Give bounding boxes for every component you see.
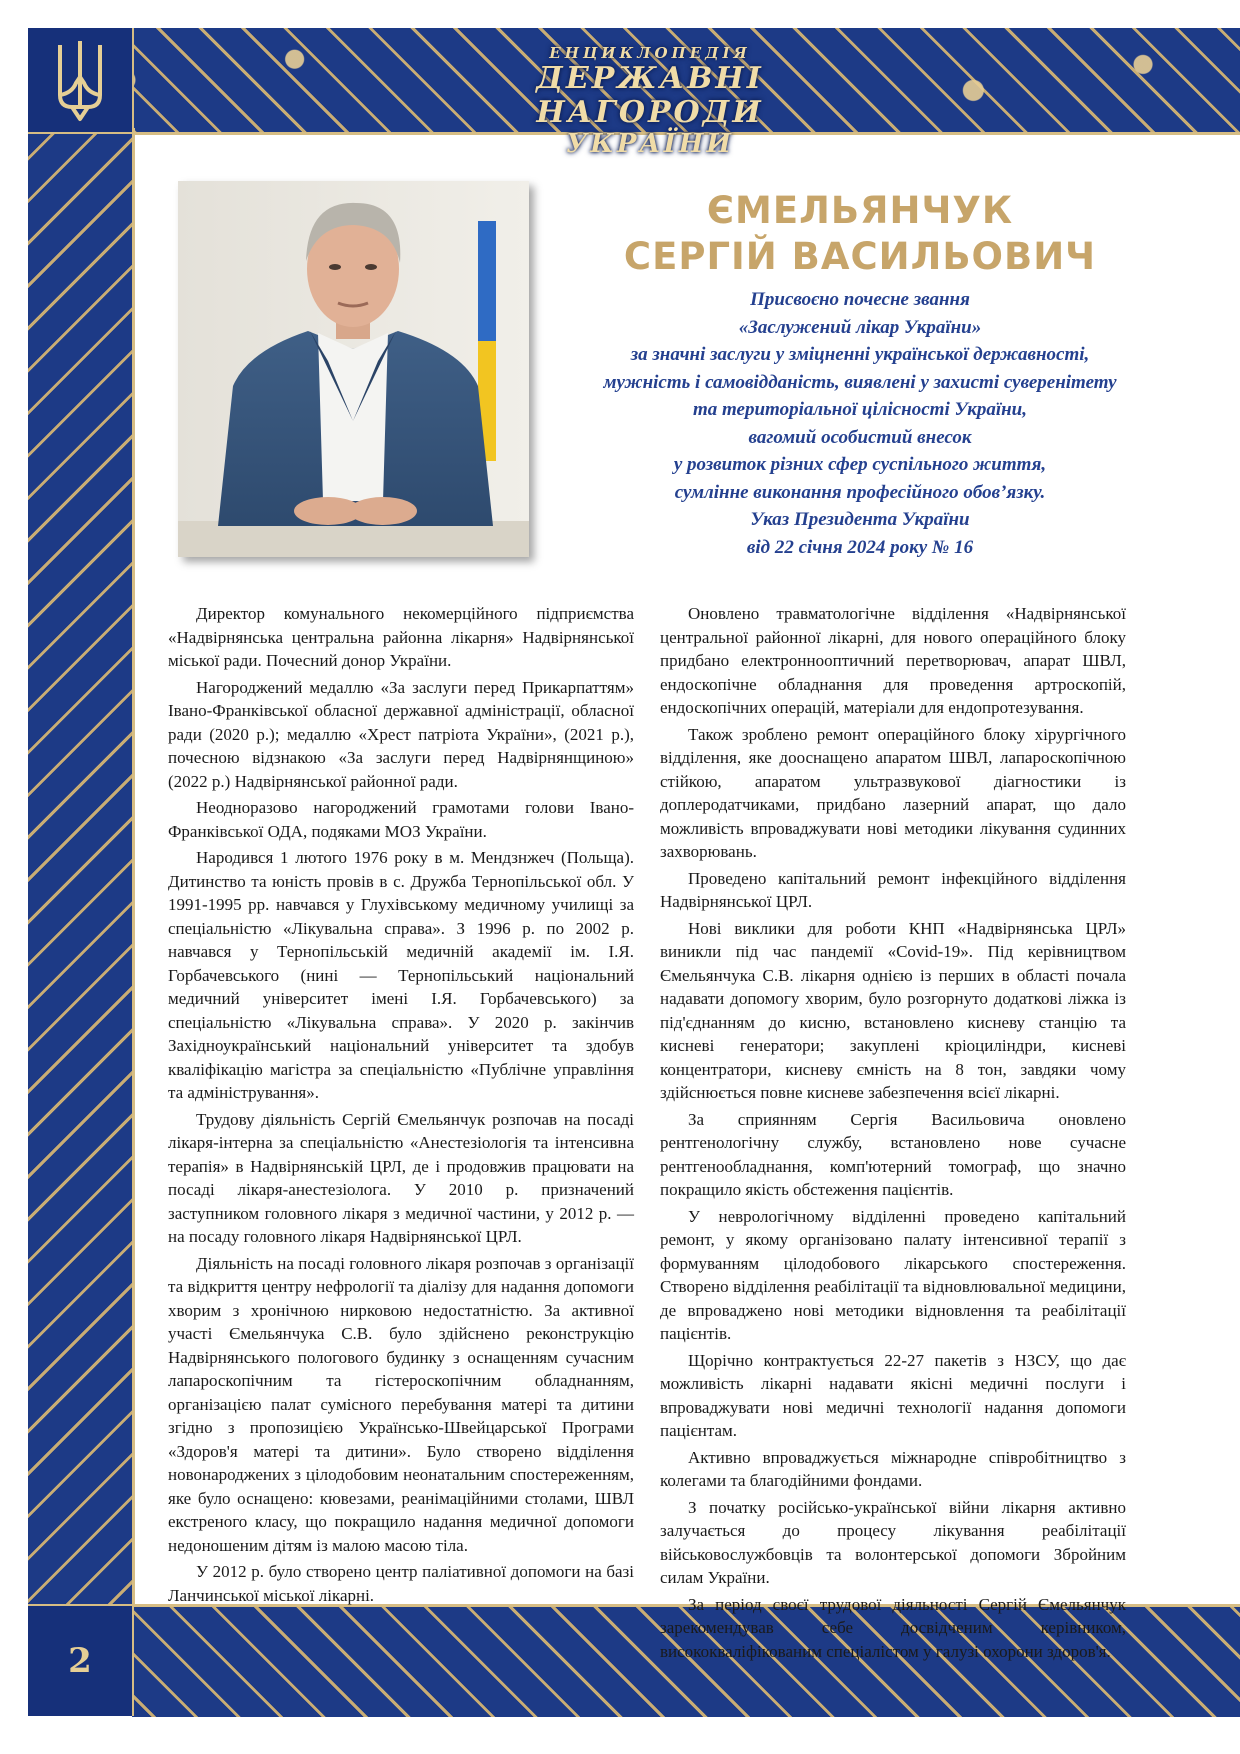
person-name [560, 188, 1160, 280]
person-surname: ЄМЕЛЬЯНЧУК [706, 189, 1014, 232]
masthead-subtitle: ЕНЦИКЛОПЕДІЯ [549, 44, 751, 62]
biography-column-left [168, 602, 634, 1610]
page-number: 2 [68, 1641, 92, 1681]
award-line: та територіальної цілісності України, [693, 399, 1027, 420]
paragraph: Проведено капітальний ремонт інфекційного відділення Надвірнянської ЦРЛ. [660, 868, 1126, 911]
paragraph: Директор комунального некомерційного підприємства «Надвірнянська центральна районна лікарня» Надвірнянської міської ради. Почесний донор України. [168, 604, 634, 670]
award-line: «Заслужений лікар України» [738, 316, 982, 338]
paragraph: Нові виклики для роботи КНП «Надвірнянська ЦРЛ» виникли під час пандемії «Covid-19». Під керівництвом Ємельянчука С.В. лікарня однією із перших в області почала надавати допомогу хворим, було розгорнуто додаткові ліжка із під'єднанням до кисню, встановлено кисневу станцію та кисневі генератори; закуплені кріоциліндри, кисневі концентратори, кисневу ємність на 8 тон, завдяки чому здійснюється повне кисневе забезпечення всієї лікарні. [660, 918, 1126, 1102]
award-line: у розвиток різних сфер суспільного життя, [673, 454, 1047, 475]
biography-column-right [660, 602, 1126, 1666]
masthead-title: ДЕРЖАВНІ НАГОРОДИ [536, 61, 764, 130]
paragraph: Активно впроваджується міжнародне співробітництво з колегами та благодійними фондами. [660, 1447, 1126, 1490]
award-line: за значні заслуги у зміцненні української державності, [630, 344, 1090, 365]
award-line: сумлінне виконання професійного обов’язку. [674, 481, 1046, 503]
award-line: Присвоєно почесне звання [750, 289, 970, 310]
trident-icon [50, 37, 110, 123]
coat-of-arms-panel [28, 28, 134, 134]
paragraph: Також зроблено ремонт операційного блоку хірургічного відділення, яке дооснащено апаратом ШВЛ, лапароскопічною стійкою, апаратом ультразвукової діагностики із доплеродатчиками, придбано лазерний апарат, що дало можливість впроваджувати нові методики лікування судинних захворювань. [660, 724, 1126, 861]
award-line: від 22 січня 2024 року № 16 [746, 536, 974, 558]
paragraph: Народився 1 лютого 1976 року в м. Мендзнжеч (Польща). Дитинство та юність провів в с. Дружба Тернопільської обл. У 1991-1995 рр. навчався у Глухівському медичному училищі за спеціальністю «Лікувальна справа». З 1996 р. по 2002 р. навчався у Тернопільській медичній академії ім. І.Я. Горбачевського (нині — Тернопільський національний медичний університет імені І.Я. Горбачевського) за спеціальністю «Лікувальна справа». У 2020 р. закінчив Західноукраїнський національний університет та здобув кваліфікацію магістра за спеціальністю «Публічне управління та адміністрування». [168, 848, 634, 1102]
award-line: вагомий особистий внесок [748, 426, 972, 448]
paragraph: Неодноразово нагороджений грамотами голови Івано-Франківської ОДА, подяками МОЗ України. [168, 798, 634, 841]
ornament-border-left [28, 128, 135, 1604]
masthead-title-line2: УКРАЇНИ [566, 129, 734, 159]
person-given-names: СЕРГІЙ ВАСИЛЬОВИЧ [623, 235, 1097, 278]
paragraph: Оновлено травматологічне відділення «Надвірнянської центральної районної лікарні, для нового операційного блоку придбано електроннооптичний перетворювач, апарат ШВЛ, ендоскопічне обладнання для проведення артроскопій, ендоскопічних операцій, матеріали для ендопротезування. [660, 604, 1126, 717]
page-number-panel [28, 1604, 134, 1716]
paragraph: У неврологічному відділенні проведено капітальний ремонт, у якому організовано палату інтенсивної терапії з формуванням цілодобового лікарського спостереження. Створено відділення реабілітації та відновлювальної медицини, де впроваджено нові методики відновлення та реабілітації пацієнтів. [660, 1206, 1126, 1343]
portrait-photo [178, 181, 529, 557]
paragraph: Нагороджений медаллю «За заслуги перед Прикарпаттям» Івано-Франківської обласної державної адміністрації, обласної ради (2020 р.); медаллю «Хрест патріота України», (2021 р.), почесною відзнакою «За заслуги перед Надвірнянщиною» (2022 р.) Надвірнянської районної ради. [168, 677, 634, 791]
paragraph: Щорічно контрактується 22-27 пакетів з НЗСУ, що дає можливість лікарні надавати якісні медичні послуги і впроваджувати нові медичні технології надання допомоги пацієнтам. [660, 1350, 1126, 1440]
paragraph: З початку російсько-української війни лікарня активно залучається до процесу лікування реабілітації військовослужбовців та волонтерської допомоги Збройним силам України. [660, 1497, 1126, 1587]
paragraph: За сприянням Сергія Васильовича оновлено рентгенологічну службу, встановлено нове сучасне рентгенообладнання, комп'ютерний томограф, що значно покращило якість обстеження пацієнтів. [660, 1109, 1126, 1199]
paragraph: Трудову діяльність Сергій Ємельянчук розпочав на посаді лікаря-інтерна за спеціальністю «Анестезіологія та інтенсивна терапія» в Надвірнянській ЦРЛ, де і продовжив працювати на посаді лікаря-анестезіолога. У 2010 р. призначений заступником головного лікаря з медичної частини, у 2012 р. — на посаду головного лікаря Надвірнянської ЦРЛ. [168, 1109, 634, 1246]
award-statement [560, 286, 1160, 561]
award-line: мужність і самовідданість, виявлені у захисті суверенітету [603, 371, 1117, 393]
portrait-illustration [178, 181, 529, 557]
paragraph: У 2012 р. було створено центр паліативної допомоги на базі Ланчинської міської лікарні. [168, 1562, 634, 1605]
paragraph: За період своєї трудової діяльності Сергій Ємельянчук зарекомендував себе досвідченим керівником, висококваліфікованим спеціалістом у галузі охорони здоров'я. [660, 1594, 1126, 1661]
paragraph: Діяльність на посаді головного лікаря розпочав з організації та відкриття центру нефрології та діалізу для надання допомоги хворим з хронічною нирковою недостатністю. За активної участі Ємельянчука С.В. було здійснено реконструкцію Надвірнянського пологового будинку з оснащенням сучасним лапароскопічним та гістероскопічним обладнанням, організацією палат сумісного перебування матері та дитини згідно з пропозицією Українсько-Швейцарської Програми «Здоров'я матері та дитини». Було створено відділення новонароджених з цілодобовим неонатальним спостереженням, яке було оснащено: кювезами, реанімаційними столами, ШВЛ екстреного класу, що покращило надання медичної допомоги недоношеним дітям із малою масою тіла. [168, 1253, 634, 1555]
award-line: Указ Президента України [750, 509, 970, 530]
masthead [430, 38, 870, 159]
